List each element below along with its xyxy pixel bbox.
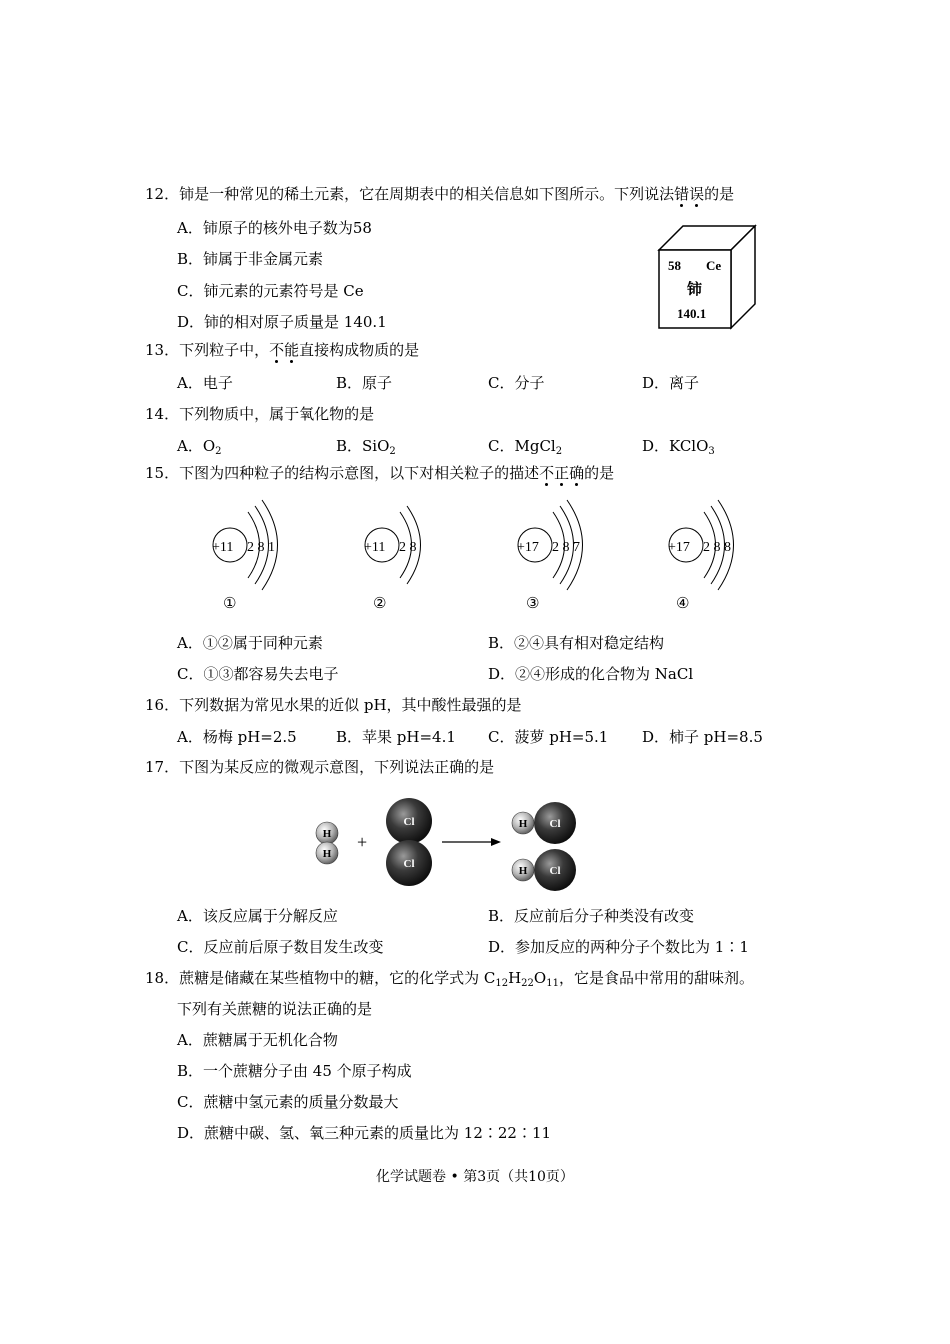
q13-emphasis: 不能 <box>269 341 300 359</box>
q17-option-c: C．反应前后原子数目发生改变 <box>177 938 384 956</box>
particle-1 <box>212 500 278 612</box>
cell-atomic-number: 58 <box>668 258 681 273</box>
q15-option-a: A．①②属于同种元素 <box>177 634 323 652</box>
particle-1-shells: 2 8 1 <box>247 540 275 555</box>
particle-2 <box>364 506 421 612</box>
q17-option-d: D．参加反应的两种分子个数比为 1∶1 <box>488 938 749 956</box>
q12-option-a: A．铈原子的核外电子数为58 <box>177 219 372 237</box>
q12-emphasis: 错误 <box>674 185 705 203</box>
svg-text:Cl: Cl <box>549 818 561 830</box>
q12-option-d: D．铈的相对原子质量是 140.1 <box>177 313 387 331</box>
reaction-arrow <box>442 838 501 846</box>
q12-option-c: C．铈元素的元素符号是 Ce <box>177 282 364 300</box>
cell-symbol: Ce <box>706 258 722 273</box>
svg-text:H: H <box>322 848 332 860</box>
plus-sign: + <box>357 832 368 852</box>
h2-molecule <box>316 822 338 864</box>
q16-option-c: C．菠萝 pH=5.1 <box>488 728 609 746</box>
particle-3 <box>517 500 583 612</box>
particle-2-label: ② <box>373 594 387 612</box>
svg-text:Cl: Cl <box>403 816 415 828</box>
atomic-structure-diagrams <box>205 498 765 618</box>
q18-option-a: A．蔗糖属于无机化合物 <box>177 1031 338 1049</box>
particle-1-nucleus: +11 <box>212 540 234 555</box>
cell-name: 铈 <box>687 280 703 298</box>
q13-option-d: D．离子 <box>642 374 700 392</box>
reaction-micro-diagram <box>305 792 590 894</box>
particle-3-nucleus: +17 <box>517 540 539 555</box>
cell-mass: 140.1 <box>677 306 707 321</box>
svg-text:H: H <box>518 818 528 830</box>
q17-stem: 17．下图为某反应的微观示意图，下列说法正确的是 <box>145 758 495 776</box>
svg-text:Cl: Cl <box>403 858 415 870</box>
particle-3-shells: 2 8 7 <box>552 540 580 555</box>
particle-4-shells: 2 8 8 <box>703 540 731 555</box>
q14-stem: 14．下列物质中，属于氧化物的是 <box>145 405 375 423</box>
q13-option-a: A．电子 <box>177 374 233 392</box>
q15-stem: 15．下图为四种粒子的结构示意图，以下对相关粒子的描述不正确的是 <box>145 464 615 482</box>
q15-option-c: C．①③都容易失去电子 <box>177 665 339 683</box>
svg-text:Cl: Cl <box>549 865 561 877</box>
page-footer: 化学试题卷 • 第3页（共10页） <box>376 1169 574 1185</box>
q16-option-a: A．杨梅 pH=2.5 <box>177 728 297 746</box>
q12-option-b: B．铈属于非金属元素 <box>177 250 324 268</box>
q14-option-a: A．$O_2$ <box>177 437 222 457</box>
q18-option-c: C．蔗糖中氢元素的质量分数最大 <box>177 1093 399 1111</box>
particle-2-nucleus: +11 <box>364 540 386 555</box>
q16-option-b: B．苹果 pH=4.1 <box>336 728 456 746</box>
cl2-molecule <box>386 798 432 886</box>
q18-option-b: B．一个蔗糖分子由 45 个原子构成 <box>177 1062 412 1080</box>
particle-2-shells: 2 8 <box>399 540 417 555</box>
cerium-periodic-cell <box>655 222 760 330</box>
q15-emphasis: 不正确 <box>539 464 585 482</box>
q16-option-d: D．柿子 pH=8.5 <box>642 728 763 746</box>
q17-option-b: B．反应前后分子种类没有改变 <box>488 907 695 925</box>
q13-option-b: B．原子 <box>336 374 393 392</box>
q14-option-b: B．SiO$_2$ <box>336 437 396 457</box>
q15-option-b: B．②④具有相对稳定结构 <box>488 634 665 652</box>
particle-3-label: ③ <box>526 594 540 612</box>
q16-stem: 16．下列数据为常见水果的近似 pH，其中酸性最强的是 <box>145 696 522 714</box>
q18-stem: 18．蔗糖是储藏在某些植物中的糖，它的化学式为 $C_{12}H_{22}O_{11}$，它是食品中常用的甜味剂。 <box>145 969 754 989</box>
svg-text:H: H <box>518 865 528 877</box>
q17-option-a: A．该反应属于分解反应 <box>177 907 338 925</box>
particle-4-label: ④ <box>676 594 690 612</box>
svg-text:H: H <box>322 828 332 840</box>
q18-stem-line2: 下列有关蔗糖的说法正确的是 <box>177 1000 373 1018</box>
q15-option-d: D．②④形成的化合物为 NaCl <box>488 665 694 683</box>
particle-1-label: ① <box>223 594 237 612</box>
hcl-molecule-1 <box>512 802 576 844</box>
q13-option-c: C．分子 <box>488 374 545 392</box>
particle-4 <box>668 500 734 612</box>
particle-4-nucleus: +17 <box>668 540 690 555</box>
q12-stem: 12．铈是一种常见的稀土元素，它在周期表中的相关信息如下图所示。下列说法错误的是 <box>145 185 735 203</box>
q13-stem: 13．下列粒子中，不能直接构成物质的是 <box>145 341 420 359</box>
q14-option-c: C．MgCl$_2$ <box>488 437 563 457</box>
q14-option-d: D．KClO$_3$ <box>642 437 715 457</box>
hcl-molecule-2 <box>512 849 576 891</box>
q18-option-d: D．蔗糖中碳、氢、氧三种元素的质量比为 12∶22∶11 <box>177 1124 552 1142</box>
